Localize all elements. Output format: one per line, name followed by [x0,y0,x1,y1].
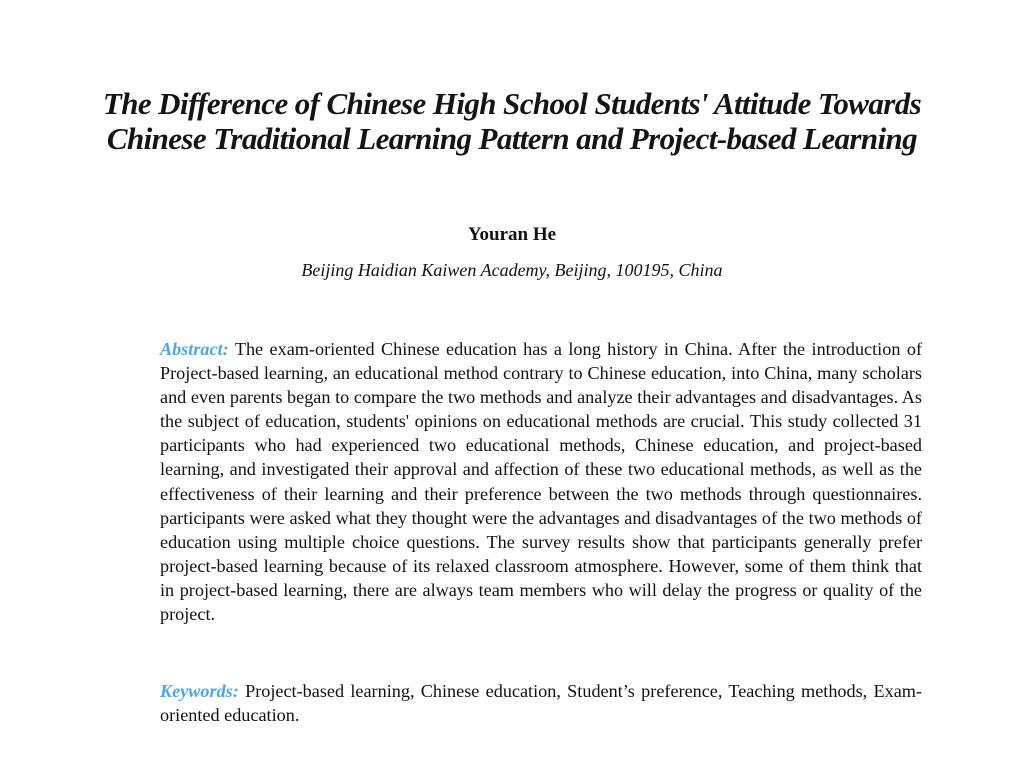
keywords-text: Project-based learning, Chinese education, Student’s preference, Teaching methods, Exam-oriented education. [160,681,922,726]
abstract-text: The exam-oriented Chinese education has a long history in China. After the introduction of Project-based learning, an educational method contrary to Chinese education, into China, many scholars and even parents began to compare the two methods and analyze their advantages and disadvantages. As the subject of education, students' opinions on educational methods are crucial. This study collected 31 participants who had experienced two educational methods, Chinese education, and project-based learning, and investigated their approval and affection of these two educational methods, as well as the effectiveness of their learning and their preference between the two methods through questionnaires. participants were asked what they thought were the advantages and disadvantages of the two methods of education using multiple choice questions. The survey results show that participants generally prefer project-based learning because of its relaxed classroom atmosphere. However, some of them think that in project-based learning, there are always team members who will delay the progress or quality of the project. [160,339,922,625]
author-name: Youran He [467,224,557,245]
author-affiliation: Beijing Haidian Kaiwen Academy, Beijing, 100195, China [301,260,723,280]
paper-title: The Difference of Chinese High School Students' Attitude Towards Chinese Traditional Learning Pattern and Project-based Learning [102,86,922,156]
abstract-label: Abstract: [160,339,229,359]
keywords-label: Keywords: [160,681,239,701]
abstract-paragraph [160,337,922,626]
keywords-paragraph [160,679,922,727]
